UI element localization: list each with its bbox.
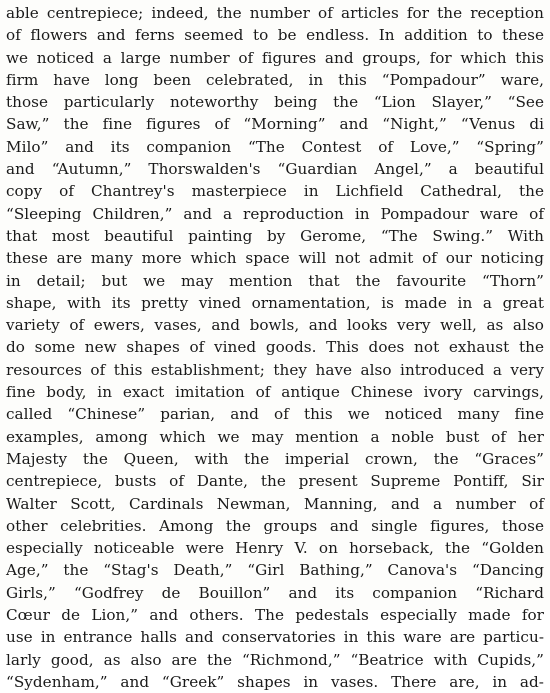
text-line: that most beautiful painting by Gerome, “The Swing.” With: [6, 226, 544, 245]
text-line: other celebrities. Among the groups and single figures, those: [6, 516, 544, 535]
text-line: fine body, in exact imitation of antique Chinese ivory carvings,: [6, 383, 544, 402]
text-line: Walter Scott, Cardinals Newman, Manning, and a number of: [6, 494, 544, 513]
text-line: variety of ewers, vases, and bowls, and looks very well, as also: [6, 316, 544, 335]
text-line: larly good, as also are the “Richmond,” “Beatrice with Cupids,”: [6, 650, 544, 669]
text-line: do some new shapes of vined goods. This does not exhaust the: [6, 338, 544, 357]
text-line: we noticed a large number of figures and groups, for which this: [6, 48, 544, 67]
text-line: able centrepiece; indeed, the number of articles for the reception: [6, 4, 544, 22]
text-line: firm have long been celebrated, in this “Pompadour” ware,: [6, 70, 544, 89]
text-line: “Sydenham,” and “Greek” shapes in vases. There are, in ad-: [6, 672, 544, 691]
text-line: called “Chinese” parian, and of this we noticed many fine: [6, 405, 544, 424]
text-line: these are many more which space will not admit of our noticing: [6, 249, 544, 268]
body-text: [6, 2, 544, 693]
text-line: examples, among which we may mention a noble bust of her: [6, 427, 544, 446]
text-line: shape, with its pretty vined ornamentation, is made in a great: [6, 293, 544, 312]
text-line: in detail; but we may mention that the favourite “Thorn”: [6, 271, 544, 290]
text-line: of flowers and ferns seemed to be endless. In addition to these: [6, 26, 544, 45]
text-line: Girls,” “Godfrey de Bouillon” and its companion “Richard: [6, 583, 544, 602]
text-line: those particularly noteworthy being the “Lion Slayer,” “See: [6, 93, 544, 112]
text-line: copy of Chantrey's masterpiece in Lichfield Cathedral, the: [6, 182, 544, 201]
text-line: resources of this establishment; they have also introduced a very: [6, 360, 544, 379]
text-line: Majesty the Queen, with the imperial crown, the “Graces”: [6, 449, 544, 468]
text-line: Age,” the “Stag's Death,” “Girl Bathing,” Canova's “Dancing: [6, 561, 544, 580]
text-line: especially noticeable were Henry V. on horseback, the “Golden: [6, 539, 544, 558]
text-line: and “Autumn,” Thorswalden's “Guardian Angel,” a beautiful: [6, 160, 544, 179]
text-line: Saw,” the fine figures of “Morning” and “Night,” “Venus di: [6, 115, 544, 134]
text-line: Milo” and its companion “The Contest of Love,” “Spring”: [6, 137, 544, 156]
text-line: Cœur de Lion,” and others. The pedestals especially made for: [6, 606, 544, 625]
text-line: “Sleeping Children,” and a reproduction in Pompadour ware of: [6, 204, 544, 223]
text-line: use in entrance halls and conservatories in this ware are particu-: [6, 628, 544, 647]
text-line: centrepiece, busts of Dante, the present Supreme Pontiff, Sir: [6, 472, 544, 491]
